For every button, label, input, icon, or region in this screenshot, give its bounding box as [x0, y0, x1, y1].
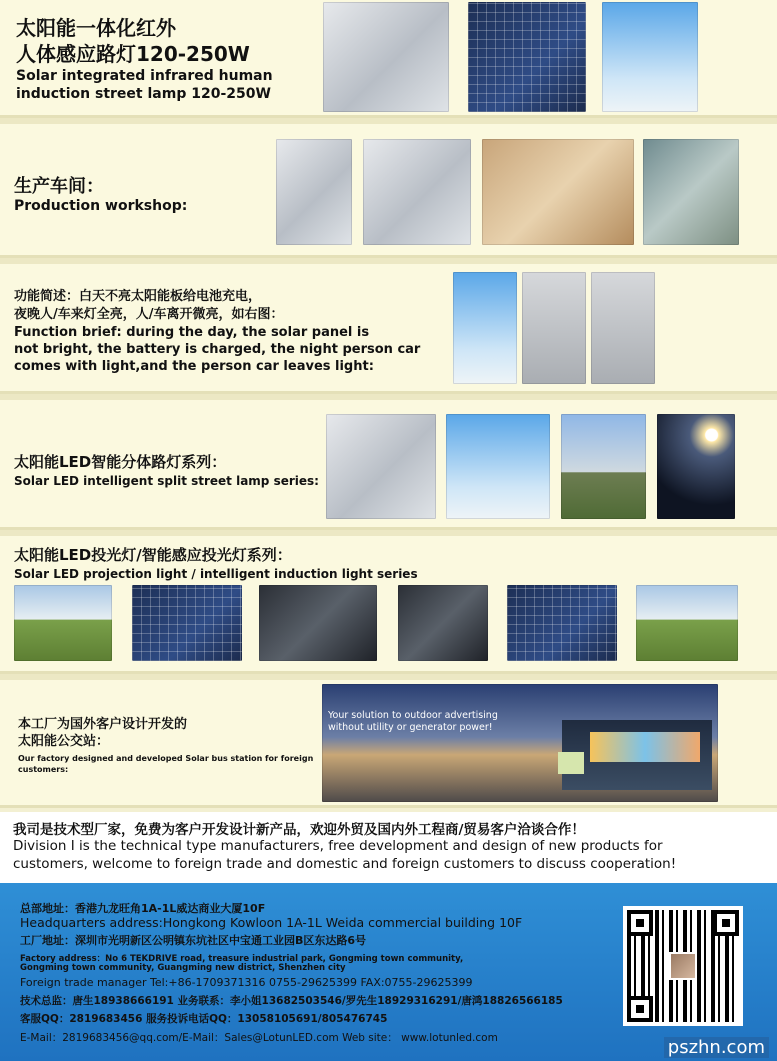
bus-station-cn-line2: 太阳能公交站：: [18, 734, 110, 749]
workshop-title-en: Production workshop:: [14, 198, 188, 214]
function-en-line3: comes with light,and the person car leaves light:: [14, 359, 374, 374]
section-function-brief-text: [14, 288, 420, 375]
projection-title-cn: 太阳能LED投光灯/智能感应投光灯系列：: [14, 546, 292, 564]
hq-address-cn: 总部地址：香港九龙旺角1A-1L威达商业大厦10F: [20, 902, 266, 915]
bus-station-cn-line1: 本工厂为国外客户设计开发的: [18, 717, 188, 732]
title-cn-line1: 太阳能一体化红外: [16, 16, 176, 40]
section-production-workshop-text: [14, 176, 187, 214]
projection-title-en: Solar LED projection light / intelligent induction light series: [14, 567, 418, 581]
workshop-photo-2: [363, 139, 471, 245]
projection-photo-6: [636, 585, 738, 661]
factory-address-en-line2: Gongming town community, Guangming new district, Shenzhen city: [20, 963, 346, 973]
section-bus-station-text: [18, 716, 313, 775]
title-cn-line2: 人体感应路灯120-250W: [16, 42, 250, 66]
function-en-line2: not bright, the battery is charged, the night person car: [14, 342, 421, 357]
function-cn-line1: 功能简述：白天不亮太阳能板给电池充电，: [14, 289, 262, 304]
bus-station-photo: [322, 684, 718, 802]
section-split-street-lamp-text: [14, 451, 319, 489]
function-en-line1: Function brief: during the day, the solar panel is: [14, 325, 370, 340]
bus-shelter: [562, 720, 712, 790]
workshop-title-cn: 生产车间：: [14, 176, 104, 197]
qr-code: [627, 910, 739, 1022]
workshop-photo-4: [643, 139, 739, 245]
projection-photo-3: [259, 585, 377, 661]
email-website: E-Mail：2819683456@qq.com/E-Mail：Sales@LotunLED.com Web site： www.lotunled.com: [20, 1032, 498, 1044]
split-lamp-photo-1: [326, 414, 436, 519]
function-photo-person: [522, 272, 586, 384]
function-photo-day: [453, 272, 517, 384]
technical-contacts: 技术总监：唐生18938666191 业务联系：李小姐13682503546/罗先生18929316291/唐鸿18826566185: [20, 995, 563, 1007]
qr-finder-top-left: [627, 910, 653, 936]
qr-center-avatar: [671, 954, 695, 978]
photo-caption-line1: Your solution to outdoor advertising: [328, 710, 498, 721]
bus-station-en-line1: Our factory designed and developed Solar bus station for foreign: [18, 754, 314, 763]
title-en-line1: Solar integrated infrared human: [16, 68, 273, 84]
intro-en-line2: customers, welcome to foreign trade and domestic and foreign customers to discuss cooperation!: [13, 856, 677, 872]
trade-manager-contact: Foreign trade manager Tel:+86-1709371316 0755-29625399 FAX:0755-29625399: [20, 976, 473, 989]
workshop-photo-3: [482, 139, 634, 245]
split-lamp-photo-4: [657, 414, 735, 519]
bus-station-photo-caption: [328, 710, 498, 734]
watermark: pszhn.com: [664, 1037, 769, 1058]
projection-photo-5: [507, 585, 617, 661]
qq-contacts: 客服QQ：2819683456 服务投诉电话QQ：13058105691/805476745: [20, 1013, 388, 1025]
function-cn-line2: 夜晚人/车来灯全亮，人/车离开微亮，如右图：: [14, 307, 284, 322]
intro-cn: 我司是技术型厂家，免费为客户开发设计新产品，欢迎外贸及国内外工程商/贸易客户洽谈合作！: [13, 822, 585, 838]
factory-address-en-line1: Factory address：No 6 TEKDRIVE road, treasure industrial park, Gongming town community,: [20, 954, 464, 964]
section-projection-light-text: [14, 544, 418, 582]
intro-en-line1: Division I is the technical type manufacturers, free development and design of new products for: [13, 838, 663, 854]
product-photo-solar-panel: [468, 2, 586, 112]
workshop-photo-1: [276, 139, 352, 245]
split-lamp-photo-3: [561, 414, 646, 519]
photo-caption-line2: without utility or generator power!: [328, 722, 493, 733]
projection-photo-2: [132, 585, 242, 661]
product-photo-installed-lamp: [602, 2, 698, 112]
split-lamp-title-en: Solar LED intelligent split street lamp series:: [14, 474, 319, 488]
split-lamp-title-cn: 太阳能LED智能分体路灯系列：: [14, 453, 227, 471]
section-integrated-lamp-text: [16, 15, 273, 103]
projection-photo-1: [14, 585, 112, 661]
qr-finder-bottom-left: [627, 996, 653, 1022]
hq-address-en: Headquarters address:Hongkong Kowloon 1A-1L Weida commercial building 10F: [20, 915, 523, 930]
qr-finder-top-right: [713, 910, 739, 936]
company-intro: [0, 812, 777, 883]
bus-station-en-line2: customers:: [18, 765, 69, 774]
product-photo-integrated-lamp: [323, 2, 449, 112]
projection-photo-4: [398, 585, 488, 661]
title-en-line2: induction street lamp 120-250W: [16, 86, 271, 102]
factory-address-cn: 工厂地址：深圳市光明新区公明镇东坑社区中宝通工业园B区东达路6号: [20, 934, 367, 947]
split-lamp-photo-2: [446, 414, 550, 519]
function-photo-dim: [591, 272, 655, 384]
